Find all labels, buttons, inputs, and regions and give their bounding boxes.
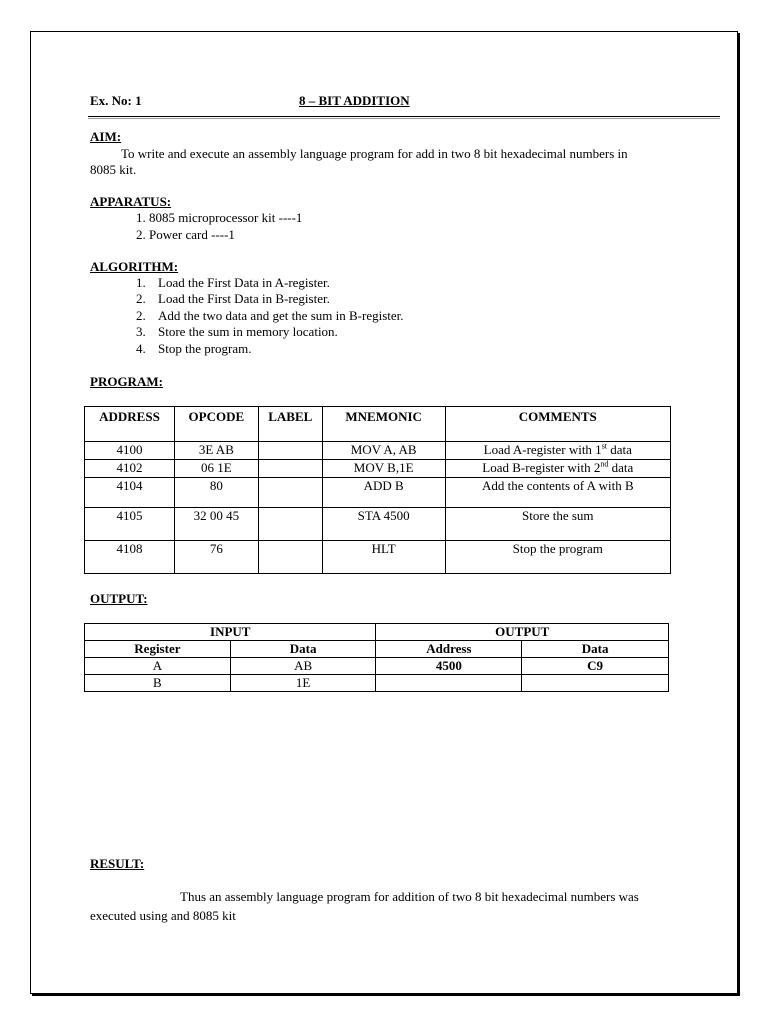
column-header-output-data: Data xyxy=(522,641,669,658)
column-header-comments: COMMENTS xyxy=(445,407,670,442)
register-cell: A xyxy=(85,658,231,675)
program-table xyxy=(84,406,671,574)
apparatus-item: 2. Power card ----1 xyxy=(136,227,235,242)
opcode-cell: 3E AB xyxy=(174,442,258,460)
label-cell xyxy=(258,460,322,478)
table-row xyxy=(85,658,669,675)
input-group-header: INPUT xyxy=(85,624,376,641)
table-row xyxy=(85,478,671,508)
table-row xyxy=(85,541,671,574)
header-divider xyxy=(88,116,720,117)
table-row xyxy=(85,508,671,541)
opcode-cell: 32 00 45 xyxy=(174,508,258,541)
mnemonic-cell: ADD B xyxy=(322,478,445,508)
algorithm-step-number: 2. xyxy=(136,291,146,306)
mnemonic-cell: HLT xyxy=(322,541,445,574)
algorithm-step-number: 4. xyxy=(136,341,146,356)
comment-text-suffix: data xyxy=(607,442,632,457)
mnemonic-cell: STA 4500 xyxy=(322,508,445,541)
comment-text: Load A-register with 1 xyxy=(483,442,602,457)
address-cell: 4102 xyxy=(85,460,175,478)
algorithm-step-number: 2. xyxy=(136,308,146,323)
algorithm-step-number: 1. xyxy=(136,275,146,290)
input-data-cell: 1E xyxy=(230,675,376,692)
column-header-address: Address xyxy=(376,641,522,658)
input-data-cell: AB xyxy=(230,658,376,675)
algorithm-step-number: 3. xyxy=(136,324,146,339)
comment-cell xyxy=(445,442,670,460)
column-header-opcode: OPCODE xyxy=(174,407,258,442)
column-header-label: LABEL xyxy=(258,407,322,442)
comment-cell xyxy=(445,478,670,508)
comment-cell xyxy=(445,460,670,478)
column-header-address: ADDRESS xyxy=(85,407,175,442)
label-cell xyxy=(258,541,322,574)
label-cell xyxy=(258,508,322,541)
table-header-row xyxy=(85,641,669,658)
address-cell: 4500 xyxy=(376,658,522,675)
exercise-number: Ex. No: 1 xyxy=(90,93,142,108)
algorithm-step-text: Load the First Data in A-register. xyxy=(158,275,330,290)
column-header-input-data: Data xyxy=(230,641,376,658)
program-heading: PROGRAM: xyxy=(90,374,163,389)
algorithm-heading: ALGORITHM: xyxy=(90,259,179,274)
comment-cell xyxy=(445,508,670,541)
algorithm-step-text: Store the sum in memory location. xyxy=(158,324,338,339)
aim-text-line2: 8085 kit. xyxy=(90,162,137,177)
header-divider-shadow xyxy=(88,118,720,119)
address-cell xyxy=(376,675,522,692)
opcode-cell: 06 1E xyxy=(174,460,258,478)
mnemonic-cell: MOV B,1E xyxy=(322,460,445,478)
column-header-mnemonic: MNEMONIC xyxy=(322,407,445,442)
mnemonic-cell: MOV A, AB xyxy=(322,442,445,460)
opcode-cell: 80 xyxy=(174,478,258,508)
comment-text: Store the sum xyxy=(522,508,594,523)
register-cell: B xyxy=(85,675,231,692)
result-heading: RESULT: xyxy=(90,856,145,871)
output-data-cell: C9 xyxy=(522,658,669,675)
comment-text: Stop the program xyxy=(512,541,603,556)
comment-text: Load B-register with 2 xyxy=(482,460,601,475)
output-data-cell xyxy=(522,675,669,692)
result-text-line2: executed using and 8085 kit xyxy=(90,908,236,923)
comment-superscript: nd xyxy=(600,459,609,469)
algorithm-step-text: Load the First Data in B-register. xyxy=(158,291,330,306)
address-cell: 4108 xyxy=(85,541,175,574)
comment-cell xyxy=(445,541,670,574)
apparatus-item: 1. 8085 microprocessor kit ----1 xyxy=(136,210,303,225)
comment-superscript: st xyxy=(601,441,608,451)
comment-text-suffix: data xyxy=(608,460,634,475)
output-table xyxy=(84,623,669,692)
table-row xyxy=(85,460,671,478)
table-header-row xyxy=(85,407,671,442)
address-cell: 4105 xyxy=(85,508,175,541)
output-group-header: OUTPUT xyxy=(376,624,669,641)
page-title: 8 – BIT ADDITION xyxy=(299,93,410,108)
table-group-header-row xyxy=(85,624,669,641)
opcode-cell: 76 xyxy=(174,541,258,574)
result-text-line1: Thus an assembly language program for addition of two 8 bit hexadecimal numbers was xyxy=(180,889,639,904)
column-header-register: Register xyxy=(85,641,231,658)
aim-text-line1: To write and execute an assembly language program for add in two 8 bit hexadecimal numbers in xyxy=(121,146,628,161)
table-row xyxy=(85,675,669,692)
label-cell xyxy=(258,442,322,460)
algorithm-step-text: Add the two data and get the sum in B-register. xyxy=(158,308,404,323)
aim-heading: AIM: xyxy=(90,129,122,144)
comment-text: Add the contents of A with B xyxy=(481,478,634,493)
label-cell xyxy=(258,478,322,508)
table-row xyxy=(85,442,671,460)
apparatus-heading: APPARATUS: xyxy=(90,194,172,209)
address-cell: 4100 xyxy=(85,442,175,460)
address-cell: 4104 xyxy=(85,478,175,508)
output-heading: OUTPUT: xyxy=(90,591,148,606)
algorithm-step-text: Stop the program. xyxy=(158,341,252,356)
